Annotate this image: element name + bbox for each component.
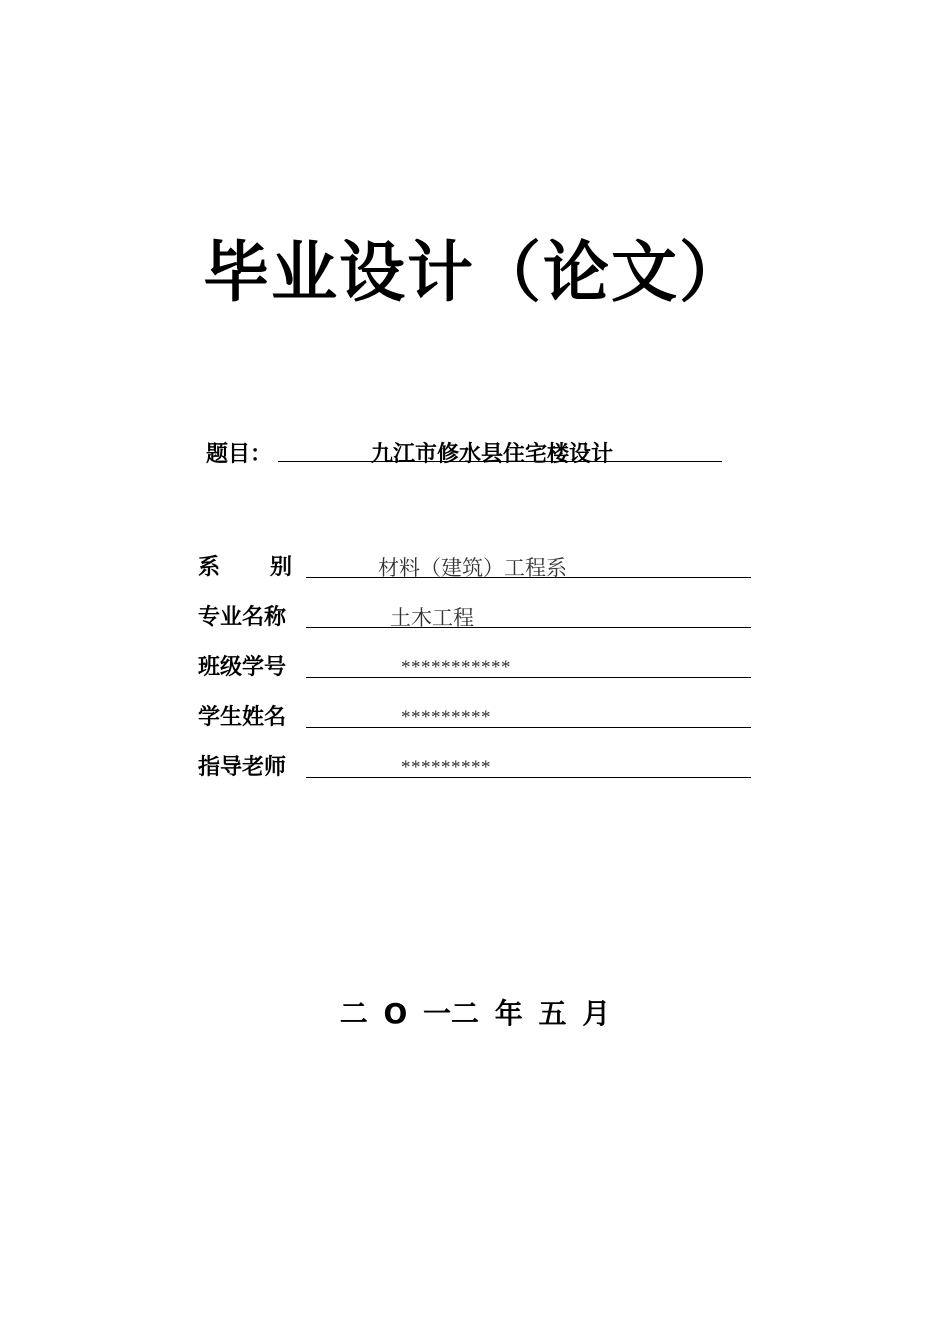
topic-row (206, 438, 726, 472)
advisor-label: 指导老师 (198, 755, 287, 780)
student-name-value: ********* (401, 707, 491, 728)
advisor-row (198, 751, 753, 785)
major-value: 土木工程 (390, 606, 474, 630)
department-label-char-2: 别 (270, 555, 293, 580)
major-underline (306, 627, 751, 628)
class-id-underline (306, 677, 751, 678)
advisor-value: ********* (401, 757, 491, 778)
class-id-value: *********** (401, 657, 511, 678)
student-name-underline (306, 727, 751, 728)
student-name-label: 学生姓名 (198, 705, 287, 730)
class-id-label: 班级学号 (198, 655, 287, 680)
topic-label: 题目： (206, 442, 273, 467)
major-row (198, 601, 753, 635)
topic-value: 九江市修水县住宅楼设计 (371, 442, 614, 467)
submission-date: 二 O 一二 年 五 月 (339, 997, 611, 1030)
advisor-underline (306, 777, 751, 778)
class-id-row (198, 651, 753, 685)
department-label-char-1: 系 (198, 555, 221, 580)
student-name-row (198, 701, 753, 735)
department-row (198, 551, 753, 585)
department-value: 材料（建筑）工程系 (378, 556, 567, 580)
document-title: 毕业设计（论文） (203, 234, 747, 311)
major-label: 专业名称 (198, 605, 287, 630)
